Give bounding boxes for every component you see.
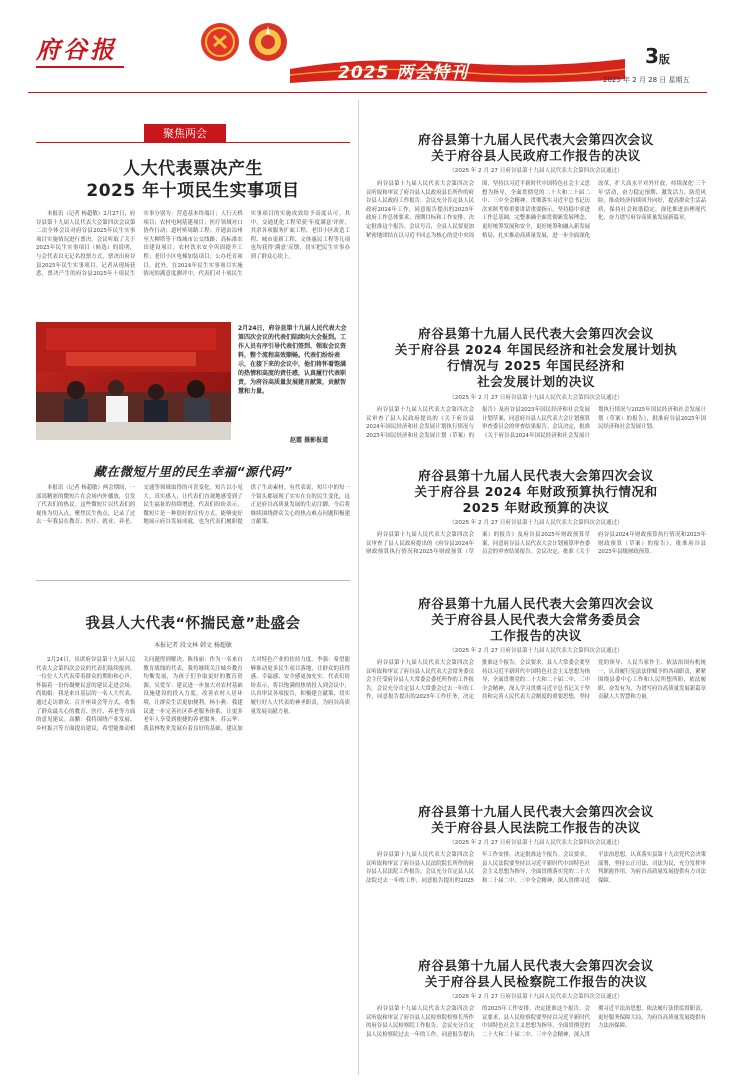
special-edition-title: 2025 两会特刊: [338, 63, 469, 83]
resolution-4-body: [366, 659, 706, 787]
resolution-3-title-line2: 关于府谷县 2024 年财政预算执行情况和: [414, 484, 658, 499]
story2-body: [36, 484, 350, 568]
lead-body-text: 本报讯（记者 杨超敏）2月27日，府谷县第十九届人民代表大会第四次会议第二次全体会议对府谷县2025年民生实事项目实施情况进行票决。会议听取了关于2025年民生实事项目（候选）的说明，与会代表以无记名投票方式，票决出府谷县2025年民生实事项目。记者从现场获悉，票决产生的府谷县2025年十项民生实事分别为：营造基本终端日；人行天桥项目；农村电网基建项目；医疗领域对口协作行动；道村殡周路工程；开通由凉州至大柳塔等干线城市公交线路；高标准农田建设项目；农村饮水安全巩固提升工程；老旧小区电梯加装项目；公办托育项目。此外，在2024年民生实事项目实施情况的满意度测评中，代表们对十项民生实事项目的实施成效给予高度认可。其中，交通优化工程荣获'年度满意'评价，其余各项服务扩面工程、老旧小区改造工程、城市更新工程、文体惠民工程等几项也均获得'满意'反馈，切实把民生实事办到了群众心坎上。: [36, 211, 350, 278]
story3-body: [36, 656, 350, 1074]
resolution-6-title-line2: 关于府谷县人民检察院工作报告的决议: [424, 974, 648, 989]
resolution-4-subtitle: （2025 年 2 月 27 日府谷县第十九届人民代表大会第四次会议通过）: [449, 648, 623, 654]
lead-headline-line1: 人大代表票决产生: [123, 159, 263, 179]
story2-body-text: 本报讯（记者 杨超敏）两会期间，一部部精彩的微短片在会场内外播放，引发了代表们的热议。这些微短片以代表们的视角为切入点，聚焦民生热点，记录了过去一年我县在教育、医疗、就业、养老、交通等领域取得的可喜变化。短片以小见大、真实感人，让代表们直观地感受到了民生福祉的持续增进。代表们纷纷表示，微短片是一种很好的宣传方式，能够更好地展示府谷发展成就，也为代表们履职提供了生动素材。有代表说，短片中的每一个镜头都展现了实实在在的民生变化，这正是府谷高质量发展的生动注脚，今后将继续围绕群众关心的热点难点问题积极建言献策。: [36, 485, 350, 526]
resolution-6-title: [366, 958, 706, 990]
resolution-5-body-text: 府谷县第十九届人民代表大会第四次会议听取和审议了府谷县人民法院院长所作的府谷县人民法院工作报告。会议充分肯定县人民法院过去一年的工作，同意报告提出的2025年工作安排，决定批准这个报告。会议要求，县人民法院要坚持以习近平新时代中国特色社会主义思想为指导，全面贯彻落实党的二十大和二十届二中、三中全会精神，深入贯彻习近平法治思想，认真落实县第十九次党代会决策部署，坚持公正司法、司法为民，充分发挥审判职能作用，为府谷高质量发展提供有力司法保障。: [366, 852, 706, 884]
resolution-4-body-text: 府谷县第十九届人民代表大会第四次会议听取和审议了府谷县人民代表大会常务委员会主任受府谷县人大常委会委托所作的工作报告。会议充分肯定县人大常委会过去一年的工作，同意报告提出的2025年工作任务，决定批准这个报告。会议要求，县人大常委会要坚持以习近平新时代中国特色社会主义思想为指导，全面贯彻党的二十大和二十届二中、三中全会精神，深入学习贯彻习近平总书记关于坚持和完善人民代表大会制度的重要思想，坚持党的领导、人民当家作主、依法治国有机统一，认真履行宪法法律赋予的各项职责，紧紧围绕县委中心工作和人民所想所盼，依法履职、奋发有为，为谱写府谷高质量发展新篇章贡献人大智慧和力量。: [366, 660, 706, 701]
section-tag: [144, 124, 226, 143]
page-number-suffix: 版: [658, 53, 670, 66]
photo-credit: 赵霞 摄影报道: [290, 437, 329, 444]
section-tag-line: [36, 142, 350, 143]
lead-headline: [36, 158, 350, 202]
resolution-2-title-line3: 行情况与 2025 年国民经济和: [447, 358, 625, 373]
resolution-2-title: [366, 326, 706, 390]
resolution-6-title-line1: 府谷县第十九届人民代表大会第四次会议: [418, 958, 654, 973]
resolution-2-title-line1: 府谷县第十九届人民代表大会第四次会议: [418, 326, 654, 341]
story3-headline: 我县人大代表“怀揣民意”赴盛会: [85, 616, 301, 632]
resolution-6-body: [366, 1005, 706, 1077]
header-rule: [28, 92, 707, 93]
story3-body-text: 2月24日，出席府谷县第十九届人民代表大会第四次会议的代表们陆续报到。一位位人大代表带着群众的期盼和心声，怀揣着一份份凝聚民意的建议走进会场。尚娟娟：我是来自基层的一名人大代表，通过走访群众、召开座谈会等方式，收集了群众最关心的教育、医疗、养老等方面的意见建议。高鹏：我将围绕产业发展、乡村振兴等方面提出建议，希望能推动相关问题得到解决。陈伟丽：作为一名来自教育战线的代表，我将继续关注城乡教育均衡发展，为孩子们争取更好的教育资源。吴爱军：建议进一步加大对农村基础设施建设的投入力度，改善农村人居环境，让群众生活更加便利。杨小燕：我建议进一步完善社区养老服务体系，让更多老年人享受到便捷的养老服务。苏云华：我县林牧业发展有着良好的基础，建议加大对特色产业的扶持力度。李强：希望能够推动更多民生项目落地，让群众的获得感、幸福感、安全感更加充实。代表们纷纷表示，将以饱满的热情投入到会议中，认真审议各项报告，积极建言献策，切实履行好人大代表的神圣职责，为府谷高质量发展贡献力量。: [36, 657, 350, 732]
resolution-5-title: [366, 804, 706, 836]
masthead: [0, 0, 735, 96]
resolution-5-subtitle: （2025 年 2 月 27 日府谷县第十九届人民代表大会第四次会议通过）: [449, 840, 623, 846]
page-number: [645, 44, 670, 68]
resolution-5-title-line2: 关于府谷县人民法院工作报告的决议: [431, 820, 641, 835]
resolution-4-title-line3: 工作报告的决议: [490, 628, 582, 643]
photo-caption-text: 2月24日，府谷县第十九届人民代表大会第四次会议的代表们陆续向大会报到。工作人员有序引导代表们签到、领取会议资料，整个流程高效顺畅。代表们纷纷表示，在接下来的会议中，他们将怀着饱满的热情和高度的责任感，认真履行代表职责，为府谷高质量发展建言献策，贡献智慧和力量。: [238, 325, 347, 395]
story3-byline: 本报记者 段文林 韩文 杨超敏: [154, 642, 232, 649]
column-separator: [358, 100, 359, 1075]
resolution-3-title: [366, 468, 706, 516]
resolution-3-title-line1: 府谷县第十九届人民代表大会第四次会议: [418, 468, 654, 483]
resolution-1-title-line2: 关于府谷县人民政府工作报告的决议: [431, 148, 641, 163]
resolution-1-title: [366, 132, 706, 164]
resolution-3-subtitle: （2025 年 2 月 27 日府谷县第十九届人民代表大会第四次会议通过）: [449, 520, 623, 526]
resolution-1-subtitle: （2025 年 2 月 27 日府谷县第十九届人民代表大会第四次会议通过）: [449, 168, 623, 174]
resolution-6-subtitle: （2025 年 2 月 27 日府谷县第十九届人民代表大会第四次会议通过）: [449, 994, 623, 1000]
newspaper-logo: 府谷报: [36, 35, 117, 64]
lead-body: [36, 210, 350, 315]
lead-headline-line2: 2025 年十项民生实事项目: [86, 181, 300, 201]
party-emblem-icon: [200, 22, 240, 62]
resolution-1-body: [366, 180, 706, 312]
section-tag-label: 聚焦两会: [163, 127, 207, 140]
page-number-digit: 3: [645, 44, 659, 68]
resolution-1-title-line1: 府谷县第十九届人民代表大会第四次会议: [418, 132, 654, 147]
resolution-2-title-line2: 关于府谷县 2024 年国民经济和社会发展计划执: [394, 342, 678, 357]
resolution-3-body-text: 府谷县第十九届人民代表大会第四次会议审查了县人民政府提出的《府谷县2024年财政预算执行情况和2025年财政预算（草案）的报告》及府谷县2025年财政预算草案，同意府谷县人民代表大会计划预算审查委员会的审查结果报告。会议决定，批准《关于府谷县2024年财政预算执行情况和2025年财政预算（草案）的报告》，批准府谷县2025年县级财政预算。: [366, 532, 706, 556]
logo-underline: [36, 66, 124, 68]
resolution-5-title-line1: 府谷县第十九届人民代表大会第四次会议: [418, 804, 654, 819]
resolution-4-title: [366, 596, 706, 644]
resolution-1-body-text: 府谷县第十九届人民代表大会第四次会议听取和审议了府谷县人民政府县长所作的府谷县人民政府工作报告。会议充分肯定县人民政府2024年工作，同意报告提出的2025年政府工作总体要求、预期目标和工作安排，决定批准这个报告。会议号召，全县人民要更加紧密地团结在以习近平同志为核心的党中央周围，坚持以习近平新时代中国特色社会主义思想为指导，全面贯彻党的二十大和二十届二中、三中全会精神，贯彻落实习近平总书记历次来陕考察重要讲话重要指示，坚持稳中求进工作总基调，完整准确全面贯彻新发展理念，更好统筹发展和安全，更好统筹和融入新发展格局，扎实推动高质量发展，进一步全面深化改革，扩大高水平对外开放，持续深化'三个年'活动，奋力稳定预期、激发活力、防范风险，推动经济持续回升向好，提高群众生活品质，保持社会和谐稳定，深化推进治理现代化，奋力谱写府谷高质量发展新篇章。: [366, 181, 706, 239]
resolution-4-title-line1: 府谷县第十九届人民代表大会第四次会议: [418, 596, 654, 611]
issue-date: 2025 年 2 月 28 日 星期五: [603, 76, 690, 84]
resolution-3-body: [366, 531, 706, 573]
story2-headline: 藏在微短片里的民生幸福“源代码”: [93, 464, 293, 479]
resolution-2-title-line4: 社会发展计划的决议: [477, 374, 595, 389]
resolution-5-body: [366, 851, 706, 943]
resolution-6-body-text: 府谷县第十九届人民代表大会第四次会议听取和审议了府谷县人民检察院检察长所作的府谷县人民检察院工作报告。会议充分肯定县人民检察院过去一年的工作，同意报告提出的2025年工作安排，决定批准这个报告。会议要求，县人民检察院要坚持以习近平新时代中国特色社会主义思想为指导，全面贯彻党的二十大和二十届二中、三中全会精神，深入贯彻习近平法治思想，依法履行法律监督职责，更好服务保障大局，为府谷高质量发展提供有力法治保障。: [366, 1006, 706, 1038]
meeting-photo: [36, 322, 231, 440]
resolution-2-body: [366, 406, 706, 448]
resolution-3-title-line3: 2025 年财政预算的决议: [462, 500, 610, 515]
resolution-2-body-text: 府谷县第十九届人民代表大会第四次会议审查了县人民政府提出的《关于府谷县2024年国民经济和社会发展计划执行情况与2025年国民经济和社会发展计划（草案）的报告》及府谷县2025年国民经济和社会发展计划草案，同意府谷县人民代表大会计划预算审查委员会的审查结果报告。会议决定，批准《关于府谷县2024年国民经济和社会发展计划执行情况与2025年国民经济和社会发展计划（草案）的报告》，批准府谷县2025年国民经济和社会发展计划。: [366, 407, 706, 439]
resolution-4-title-line2: 关于府谷县人民代表大会常务委员会: [431, 612, 641, 627]
story2-divider: [36, 580, 350, 581]
resolution-2-subtitle: （2025 年 2 月 27 日府谷县第十九届人民代表大会第四次会议通过）: [449, 395, 623, 401]
photo-caption: [238, 324, 350, 434]
conference-emblem-icon: [248, 22, 288, 62]
